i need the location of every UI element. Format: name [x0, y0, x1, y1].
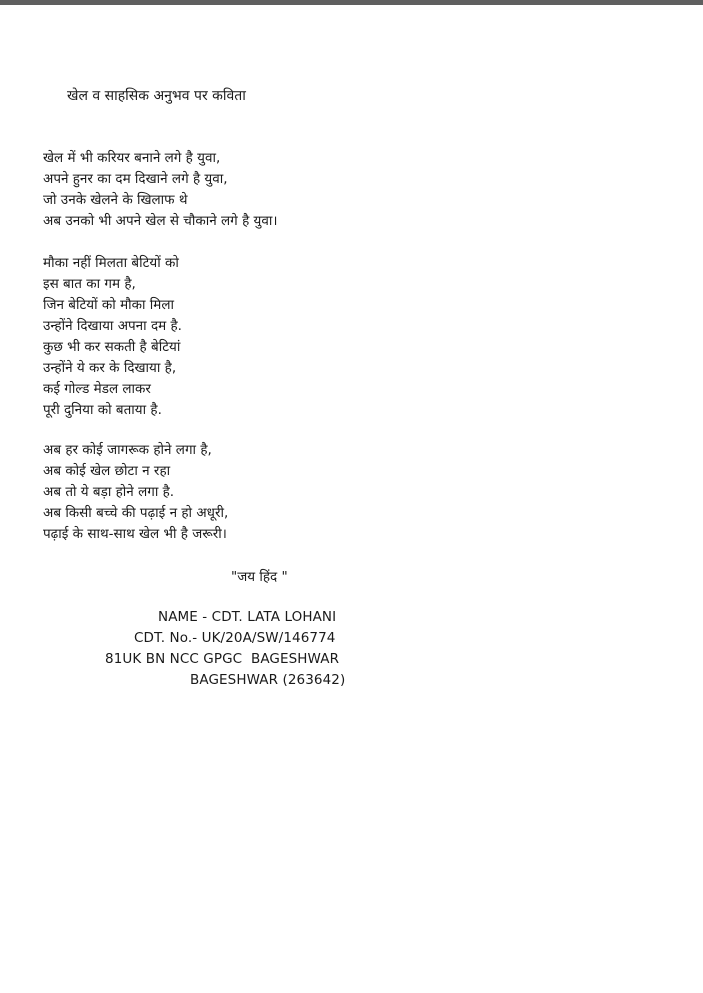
poem-line: पूरी दुनिया को बताया है.	[43, 402, 162, 418]
poem-title: खेल व साहसिक अनुभव पर कविता	[67, 88, 246, 104]
stanza-3	[43, 440, 228, 545]
poem-line: कुछ भी कर सकती है बेटियां	[43, 339, 181, 355]
poem-line: उन्होंने दिखाया अपना दम है.	[43, 318, 182, 334]
poem-line: उन्होंने ये कर के दिखाया है,	[43, 360, 177, 376]
signature-city: BAGESHWAR (263642)	[190, 672, 346, 688]
poem-line: जो उनके खेलने के खिलाफ थे	[43, 192, 188, 208]
poem-line: अब तो ये बड़ा होने लगा है.	[43, 484, 175, 500]
signature-unit: 81UK BN NCC GPGC BAGESHWAR	[105, 651, 340, 667]
poem-line: अपने हुनर का दम दिखाने लगे है युवा,	[43, 171, 228, 187]
signature-name: NAME - CDT. LATA LOHANI	[158, 609, 337, 625]
poem-line: अब हर कोई जागरूक होने लगा है,	[43, 442, 212, 458]
closing-salutation: "जय हिंद "	[231, 569, 288, 585]
stanza-2	[43, 253, 182, 421]
poem-line: अब किसी बच्चे की पढ़ाई न हो अधूरी,	[43, 505, 229, 521]
signature-cadet-number: CDT. No.- UK/20A/SW/146774	[134, 630, 336, 646]
poem-line: इस बात का गम है,	[43, 276, 136, 292]
poem-line: अब उनको भी अपने खेल से चौकाने लगे है युवा।	[43, 213, 278, 229]
poem-line: जिन बेटियों को मौका मिला	[43, 297, 175, 313]
poem-line: अब कोई खेल छोटा न रहा	[43, 463, 171, 479]
poem-line: मौका नहीं मिलता बेटियों को	[43, 255, 179, 271]
stanza-1	[43, 148, 277, 232]
poem-line: कई गोल्ड मेडल लाकर	[43, 381, 151, 397]
poem-line: खेल में भी करियर बनाने लगे है युवा,	[43, 150, 221, 166]
poem-line: पढ़ाई के साथ-साथ खेल भी है जरूरी।	[43, 526, 227, 542]
